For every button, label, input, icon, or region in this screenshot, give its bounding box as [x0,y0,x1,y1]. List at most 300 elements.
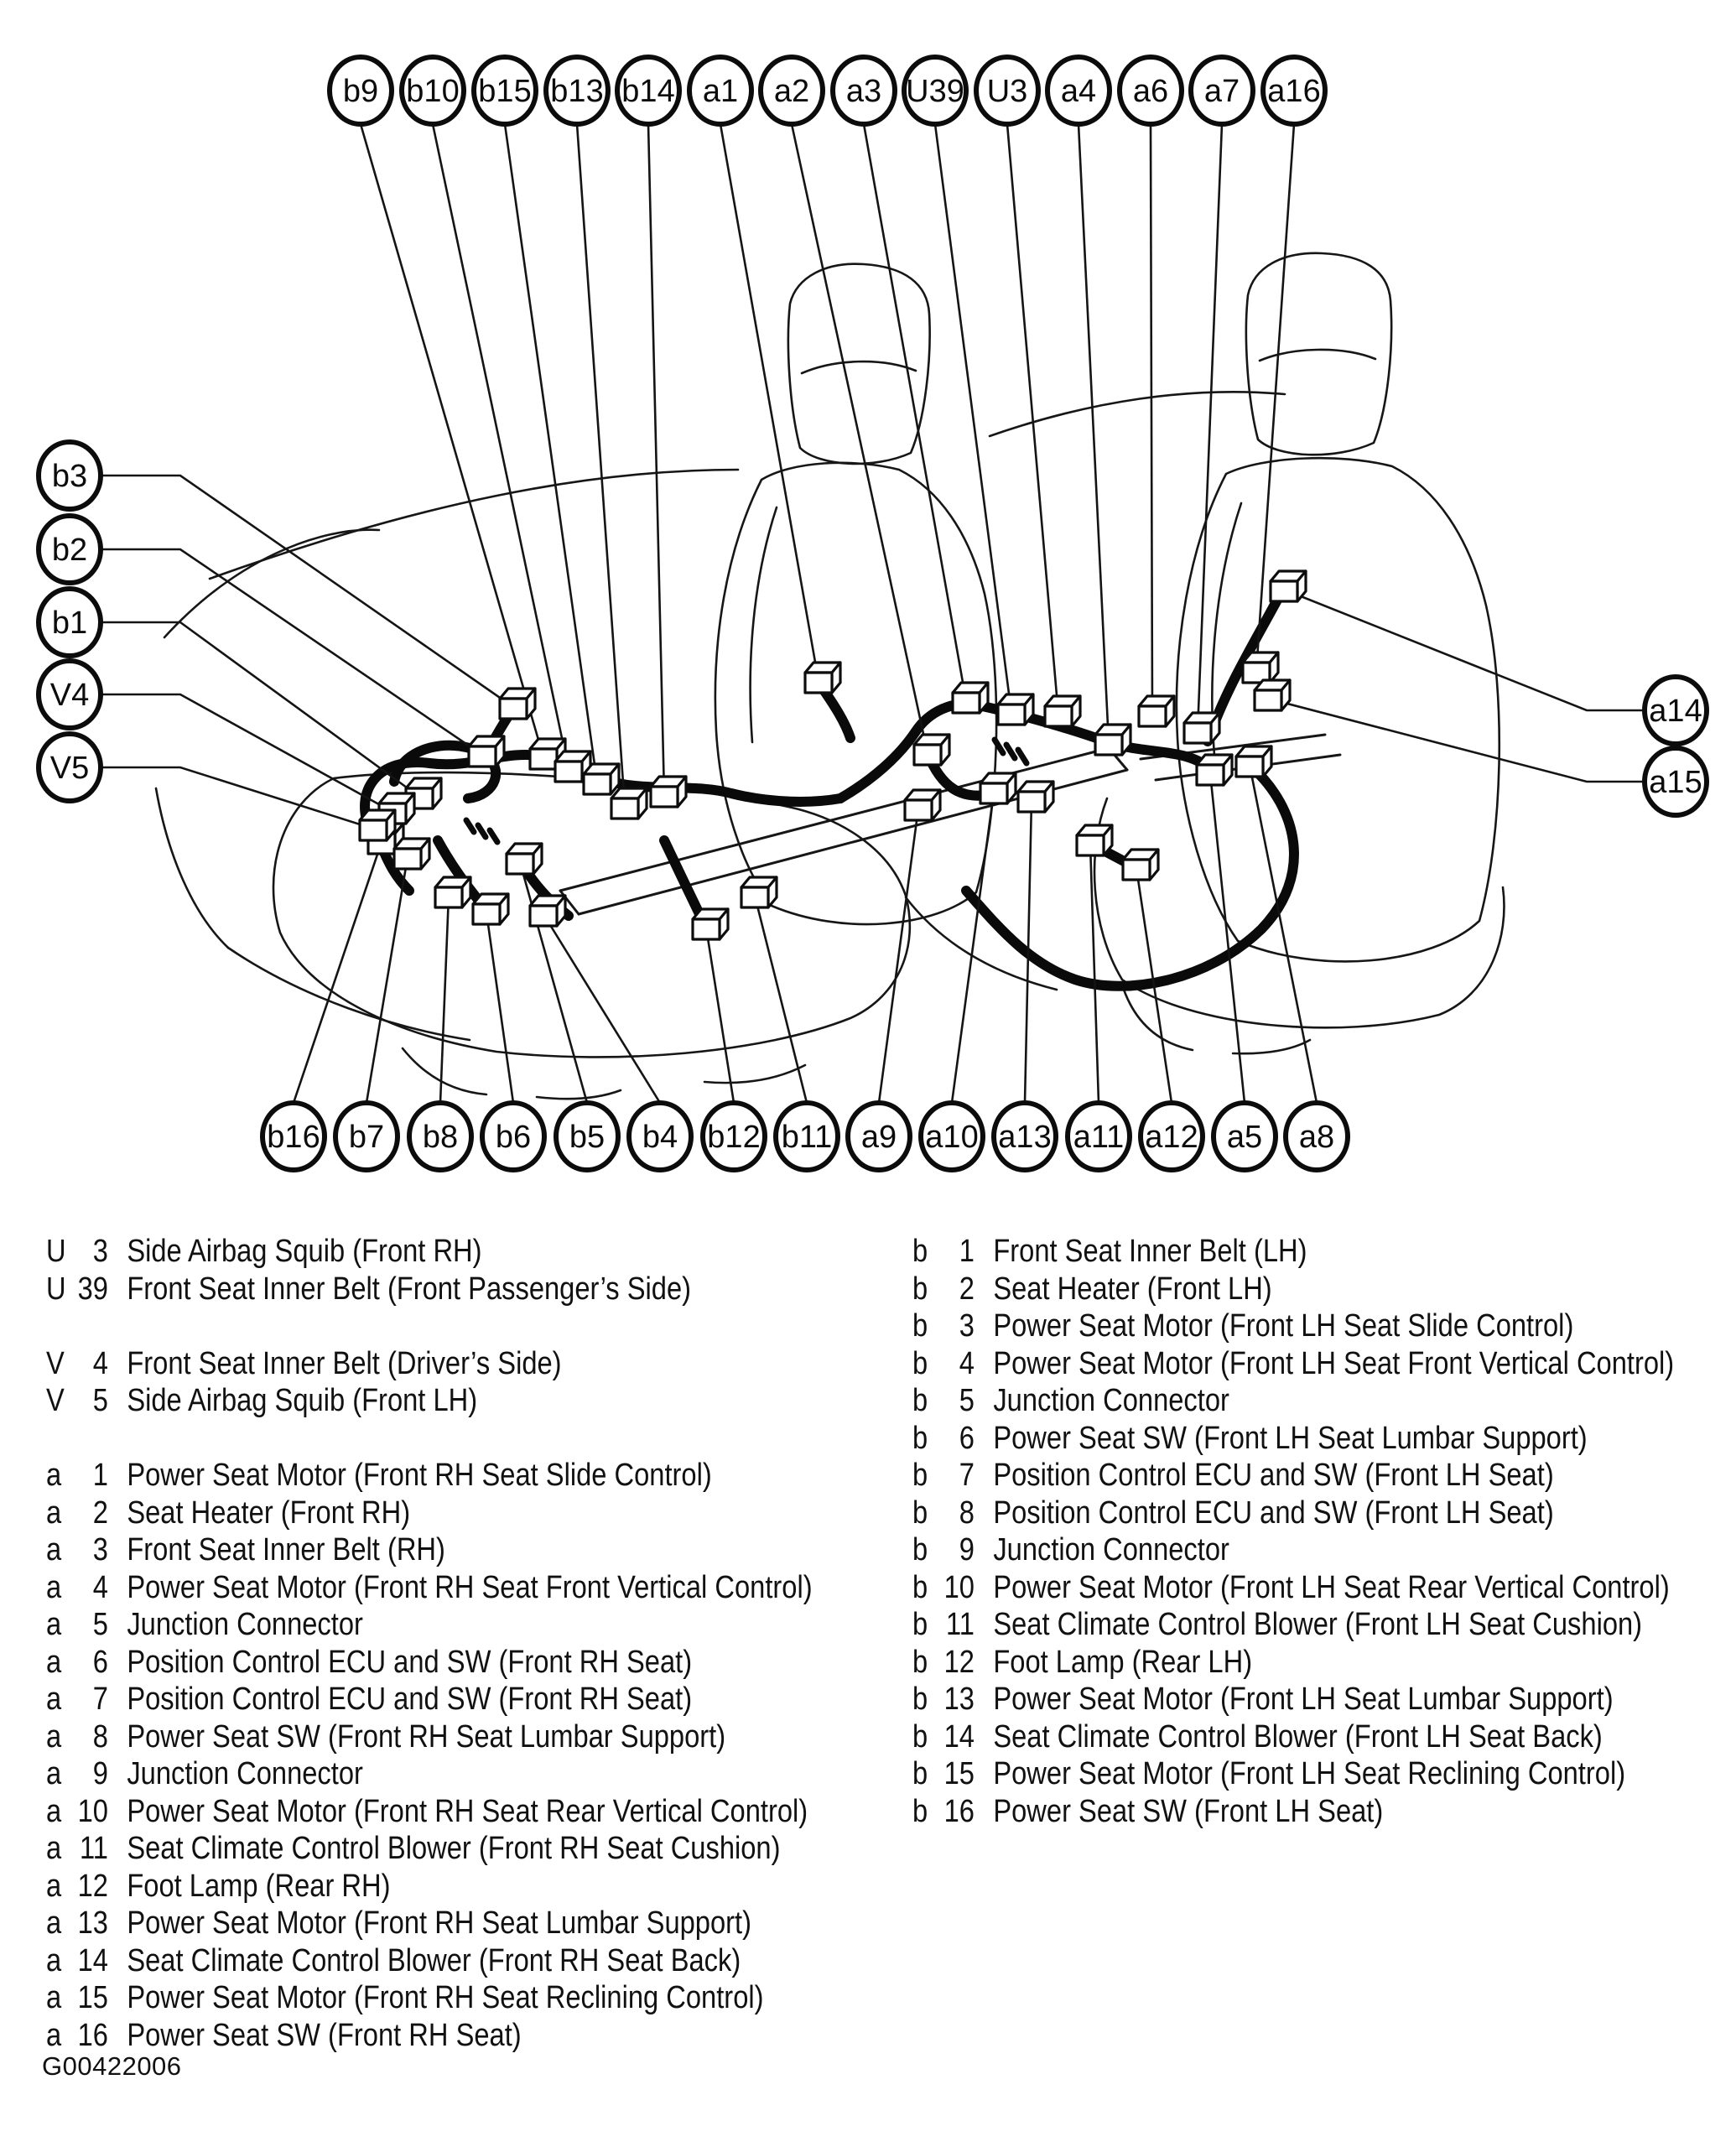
connector-a6 [1139,696,1174,726]
callout-a4 [1047,57,1110,124]
legend-row-b8 [912,1495,1674,1532]
leader-a6 [1151,124,1152,715]
legend-code-prefix: b [912,1569,928,1605]
connector-a2 [914,735,949,765]
legend-code-number: 2 [959,1271,975,1307]
seat-rh-skirt [1233,1040,1310,1053]
legend-code-number: 7 [92,1682,108,1717]
callout-label-b13: b13 [550,74,604,109]
legend-component-label: Power Seat Motor (Front LH Seat Rear Vertical Control) [993,1569,1670,1605]
legend-component-label: Seat Heater (Front LH) [993,1271,1272,1307]
connector-b8 [435,877,470,907]
connector-front-face [1255,690,1281,710]
connector-a13 [1018,782,1053,812]
leader-b2 [101,549,482,755]
legend-component-label: Seat Climate Control Blower (Front LH Seat Back) [993,1718,1603,1755]
connector-front-face [500,699,527,719]
callout-b15 [474,57,536,124]
connector-front-face [1236,756,1263,777]
connector-a15 [1255,680,1290,710]
legend-code-prefix: V [46,1345,65,1381]
callout-b3 [39,442,101,509]
connector-front-face [360,820,387,840]
connector-front-face [394,849,421,869]
connector-b7 [394,839,429,869]
legend-row-b4 [912,1345,1674,1383]
legend-code-number: 11 [80,1831,108,1866]
callout-V4 [39,661,101,728]
legend-code-number: 13 [77,1905,108,1941]
legend-component-label: Seat Climate Control Blower (Front RH Seat Back) [127,1942,741,1978]
legend-component-label: Power Seat Motor (Front RH Seat Rear Vertical Control) [127,1793,808,1829]
legend-code-number: 10 [943,1569,975,1605]
legend-code-prefix: a [46,1718,62,1755]
connector-front-face [1271,581,1297,601]
callout-a7 [1191,57,1253,124]
legend-code-prefix: a [46,1682,62,1717]
legend-code-number: 5 [92,1607,108,1642]
legend-component-label: Position Control ECU and SW (Front LH Seat) [993,1495,1554,1531]
leader-b7 [366,857,408,1103]
legend-row-a1 [46,1457,813,1495]
connector-front-face [998,704,1025,725]
callout-label-b1: b1 [51,606,88,641]
leader-V4 [101,694,392,812]
callout-a12 [1141,1103,1203,1170]
leader-a1 [720,124,819,681]
legend-row-a11 [46,1830,813,1868]
legend-component-label: Junction Connector [993,1383,1229,1418]
legend-code-prefix: b [912,1793,928,1829]
connector-front-face [584,774,611,794]
legend-row-U3 [46,1233,813,1271]
legend-component-label: Power Seat Motor (Front RH Seat Lumbar Support) [127,1905,752,1941]
callout-b11 [776,1103,838,1170]
harness-tick [1006,745,1015,758]
legend-row-b5 [912,1382,1674,1420]
legend-code-number: 9 [959,1532,975,1567]
legend-code-number: 16 [77,2017,108,2053]
seat-rail-lh [560,748,1109,891]
legend-code-number: 16 [943,1793,975,1829]
legend-code-number: 5 [959,1383,975,1418]
callout-label-a11: a11 [1073,1120,1125,1155]
legend-code-prefix: a [46,1793,62,1829]
legend-row-U39 [46,1271,813,1308]
connector-front-face [507,854,533,874]
callout-label-b12: b12 [707,1120,761,1155]
callout-b10 [402,57,464,124]
legend-column-right [912,1233,1736,1830]
connector-front-face [980,783,1007,803]
leader-V5 [101,767,373,829]
connector-front-face [555,762,582,782]
connector-a3 [953,683,988,713]
legend-row-a5 [46,1606,813,1644]
connector-V5 [360,810,395,840]
legend-row-a2 [46,1495,813,1532]
legend-component-label: Power Seat SW (Front LH Seat) [993,1793,1384,1829]
connector-b6 [473,894,508,924]
legend-component-label: Power Seat Motor (Front LH Seat Slide Control) [993,1308,1574,1344]
legend-group [46,1345,937,1420]
legend-code-prefix: b [912,1532,928,1567]
callout-U39 [904,57,966,124]
legend-code-prefix: b [912,1271,928,1307]
connector-b11 [741,877,777,907]
connector-front-face [1184,723,1211,743]
seat-lh-back-seam [751,507,777,742]
legend-component-label: Front Seat Inner Belt (Driver’s Side) [127,1345,562,1381]
legend-row-a4 [46,1569,813,1607]
legend-code-prefix: U [46,1234,66,1269]
connector-front-face [805,673,832,693]
legend-component-label: Foot Lamp (Rear RH) [127,1868,391,1904]
connector-front-face [469,746,496,767]
seat-lh-headrest-seam [802,361,916,373]
callout-label-a7: a7 [1203,74,1240,109]
legend-row-a16 [46,2017,813,2055]
callout-b12 [703,1103,765,1170]
legend-row-a14 [46,1942,813,1980]
legend-code-prefix: a [46,1942,62,1978]
leader-b11 [755,896,807,1103]
callout-label-a1: a1 [702,74,739,109]
callout-b8 [409,1103,471,1170]
legend-component-label: Power Seat Motor (Front LH Seat Front Vertical Control) [993,1345,1675,1381]
connector-U3 [1045,696,1080,726]
legend-component-label: Power Seat Motor (Front RH Seat Reclining Control) [127,1980,764,2015]
legend-component-label: Power Seat SW (Front RH Seat) [127,2017,522,2053]
legend-code-number: 3 [92,1234,108,1269]
legend-component-label: Front Seat Inner Belt (LH) [993,1234,1307,1269]
legend-code-number: 6 [92,1644,108,1680]
connector-front-face [1123,860,1150,880]
callout-label-b7: b7 [348,1120,385,1155]
callout-b16 [262,1103,325,1170]
callout-a6 [1120,57,1182,124]
callout-a1 [689,57,751,124]
callout-a9 [848,1103,910,1170]
connector-front-face [741,887,768,907]
legend-row-b2 [912,1271,1674,1308]
legend-code-number: 4 [92,1569,108,1605]
legend-row-a6 [46,1644,813,1682]
legend-code-number: 7 [959,1458,975,1493]
callout-label-b15: b15 [478,74,532,109]
callout-label-a8: a8 [1298,1120,1335,1155]
leader-a4 [1079,124,1109,743]
callout-label-b10: b10 [406,74,460,109]
callout-label-a4: a4 [1060,74,1097,109]
leader-a2 [792,124,928,753]
legend-code-number: 1 [959,1234,975,1269]
legend-code-number: 12 [77,1868,108,1904]
seat-rh-headrest [1246,253,1391,455]
legend-code-prefix: V [46,1383,65,1418]
seat-lh-skirt [537,1090,621,1099]
callout-a2 [761,57,823,124]
legend-code-number: 15 [77,1980,108,2015]
legend-group [912,1233,1736,1830]
callout-label-U3: U3 [986,74,1028,109]
legend-row-a9 [46,1755,813,1793]
callout-a13 [994,1103,1056,1170]
connector-a14 [1271,571,1306,601]
legend-code-number: 6 [959,1420,975,1456]
connector-U39 [998,694,1033,725]
legend-code-prefix: a [46,1644,62,1680]
legend-code-prefix: b [912,1383,928,1418]
legend-row-b6 [912,1420,1674,1458]
legend-row-b9 [912,1531,1674,1569]
legend-row-b1 [912,1233,1674,1271]
leader-b3 [101,476,513,707]
legend-code-prefix: a [46,1980,62,2015]
legend-code-number: 3 [92,1532,108,1567]
legend-row-b10 [912,1569,1674,1607]
connector-a9 [905,790,940,820]
legend-code-number: 8 [959,1495,975,1531]
legend-component-label: Position Control ECU and SW (Front RH Seat) [127,1644,693,1680]
callout-label-a6: a6 [1132,74,1169,109]
legend-code-prefix: b [912,1756,928,1791]
callout-V5 [39,734,101,801]
callout-label-b11: b11 [781,1120,833,1155]
legend-code-number: 10 [77,1793,108,1829]
callout-b1 [39,589,101,656]
legend-code-number: 2 [92,1495,108,1531]
connector-b15 [584,764,619,794]
leader-a14 [1284,590,1645,710]
legend-row-b7 [912,1457,1674,1495]
leader-U39 [935,124,1011,713]
legend-row-a10 [46,1793,813,1831]
legend-row-a3 [46,1531,813,1569]
callout-label-U39: U39 [906,74,964,109]
callout-a16 [1263,57,1325,124]
legend-component-label: Power Seat SW (Front RH Seat Lumbar Support) [127,1718,726,1755]
callout-b7 [335,1103,398,1170]
connector-a4 [1095,725,1130,755]
callout-label-b5: b5 [569,1120,606,1155]
legend-component-label: Power Seat SW (Front LH Seat Lumbar Support) [993,1420,1588,1456]
legend-component-label: Side Airbag Squib (Front LH) [127,1383,478,1418]
connector-a5 [1197,755,1232,785]
connector-b14 [651,777,686,807]
legend-code-prefix: a [46,1495,62,1531]
legend-row-b13 [912,1681,1674,1718]
callout-b5 [556,1103,618,1170]
harness-tick [478,825,486,837]
legend-code-number: 39 [77,1271,108,1307]
leader-U3 [1007,124,1058,715]
legend-row-b14 [912,1718,1674,1756]
legend-code-number: 14 [943,1718,975,1755]
legend-code-prefix: a [46,1756,62,1791]
legend-row-V4 [46,1345,813,1383]
callout-label-b4: b4 [642,1120,678,1155]
connector-a16 [1243,652,1278,683]
legend-code-number: 4 [959,1345,975,1381]
leader-b13 [577,124,625,807]
callout-label-a12: a12 [1145,1120,1198,1155]
leader-a7 [1198,124,1222,731]
connector-a11 [1077,825,1112,855]
legend-code-prefix: b [912,1718,928,1755]
callout-label-a9: a9 [860,1120,897,1155]
legend-code-number: 14 [77,1942,108,1978]
callout-label-V4: V4 [49,678,90,713]
connector-a1 [805,663,840,693]
connector-b13 [611,788,647,819]
seat-lh-skirt [704,1065,805,1083]
callout-label-b9: b9 [342,74,379,109]
legend-code-prefix: b [912,1644,928,1680]
leader-a3 [864,124,966,701]
legend-code-prefix: b [912,1607,928,1642]
legend-code-prefix: b [912,1345,928,1381]
legend-row-b3 [912,1307,1674,1345]
connector-front-face [1045,706,1072,726]
callout-label-b6: b6 [495,1120,532,1155]
connector-front-face [1095,735,1122,755]
legend-code-number: 13 [943,1682,975,1717]
callout-b2 [39,516,101,583]
legend-column-left [46,1233,937,2054]
legend-component-label: Seat Climate Control Blower (Front RH Seat Cushion) [127,1831,781,1866]
legend-code-prefix: a [46,1458,62,1493]
connector-front-face [611,798,638,819]
legend-code-number: 5 [92,1383,108,1418]
callout-label-b14: b14 [621,74,675,109]
harness-tick [1018,750,1027,763]
legend-group [46,1457,937,2054]
legend-row-V5 [46,1382,813,1420]
legend-code-number: 4 [92,1345,108,1381]
legend-code-number: 9 [92,1756,108,1791]
harness-tick [490,830,497,842]
legend-code-prefix: a [46,2017,62,2053]
leader-b14 [648,124,664,795]
legend-code-prefix: b [912,1495,928,1531]
callout-label-a16: a16 [1267,74,1321,109]
legend-component-label: Position Control ECU and SW (Front LH Seat) [993,1458,1554,1493]
connector-front-face [914,745,941,765]
callout-label-a10: a10 [925,1120,979,1155]
leader-b1 [101,622,419,797]
legend-group [46,1233,937,1307]
legend-code-number: 8 [92,1718,108,1755]
leader-b8 [440,896,449,1103]
connector-b5 [507,844,542,874]
legend-code-prefix: a [46,1569,62,1605]
floor-sill-line [164,530,379,637]
callout-label-a5: a5 [1226,1120,1263,1155]
connector-front-face [1077,835,1104,855]
connector-front-face [1139,706,1166,726]
legend-component-label: Front Seat Inner Belt (Front Passenger’s Side) [127,1271,692,1307]
connector-b3 [500,689,535,719]
connector-a12 [1123,850,1158,880]
callout-label-a13: a13 [998,1120,1052,1155]
legend-code-prefix: a [46,1905,62,1941]
callout-label-a2: a2 [773,74,810,109]
legend-code-prefix: a [46,1532,62,1567]
callout-a10 [921,1103,983,1170]
legend-code-prefix: b [912,1420,928,1456]
legend-row-a8 [46,1718,813,1756]
legend-code-prefix: a [46,1831,62,1866]
leader-a9 [879,808,918,1103]
connector-b2 [469,736,504,767]
callout-label-a14: a14 [1649,694,1702,729]
callout-b6 [482,1103,544,1170]
callout-label-V5: V5 [49,751,90,786]
legend-code-number: 15 [943,1756,975,1791]
floor-sill-line [156,788,228,948]
legend-component-label: Position Control ECU and SW (Front RH Seat) [127,1682,693,1717]
legend-row-a12 [46,1868,813,1905]
connector-front-face [530,749,557,769]
connector-front-face [693,919,720,939]
callout-label-a3: a3 [845,74,882,109]
leader-b12 [706,928,734,1103]
legend-component-label: Seat Heater (Front RH) [127,1495,411,1531]
legend-code-number: 3 [959,1308,975,1344]
legend-component-label: Power Seat Motor (Front LH Seat Reclining Control) [993,1756,1626,1791]
legend-code-prefix: b [912,1234,928,1269]
callout-U3 [976,57,1038,124]
connector-front-face [953,693,980,713]
harness-tick [466,820,474,832]
legend-component-label: Power Seat Motor (Front RH Seat Front Vertical Control) [127,1569,813,1605]
callout-label-b2: b2 [51,533,88,568]
legend-code-prefix: b [912,1458,928,1493]
callout-a3 [833,57,895,124]
leader-lines [101,124,1645,1103]
legend-row-b11 [912,1606,1674,1644]
legend-code-prefix: a [46,1607,62,1642]
connector-a7 [1184,713,1219,743]
callout-a14 [1645,677,1707,744]
leader-a5 [1210,773,1245,1103]
connector-front-face [1018,792,1045,812]
connector-b12 [693,909,728,939]
connector-front-face [435,887,462,907]
legend-code-prefix: b [912,1308,928,1344]
legend-code-prefix: b [912,1682,928,1717]
legend-code-number: 11 [946,1607,975,1642]
callout-b13 [546,57,608,124]
callout-label-b16: b16 [267,1120,320,1155]
connector-front-face [530,906,557,926]
legend-component-label: Junction Connector [993,1532,1229,1567]
legend-component-label: Side Airbag Squib (Front RH) [127,1234,482,1269]
legend-code-number: 1 [92,1458,108,1493]
legend-row-a7 [46,1681,813,1718]
callout-a5 [1214,1103,1276,1170]
connector-b4 [530,896,565,926]
figure-code: G00422006 [42,2051,182,2081]
leader-b16 [294,842,382,1103]
callout-label-b3: b3 [51,459,88,494]
callout-circles [39,57,1707,1170]
legend-row-b16 [912,1793,1674,1831]
callout-b4 [629,1103,691,1170]
callout-a15 [1645,748,1707,815]
callout-label-a15: a15 [1649,765,1702,800]
